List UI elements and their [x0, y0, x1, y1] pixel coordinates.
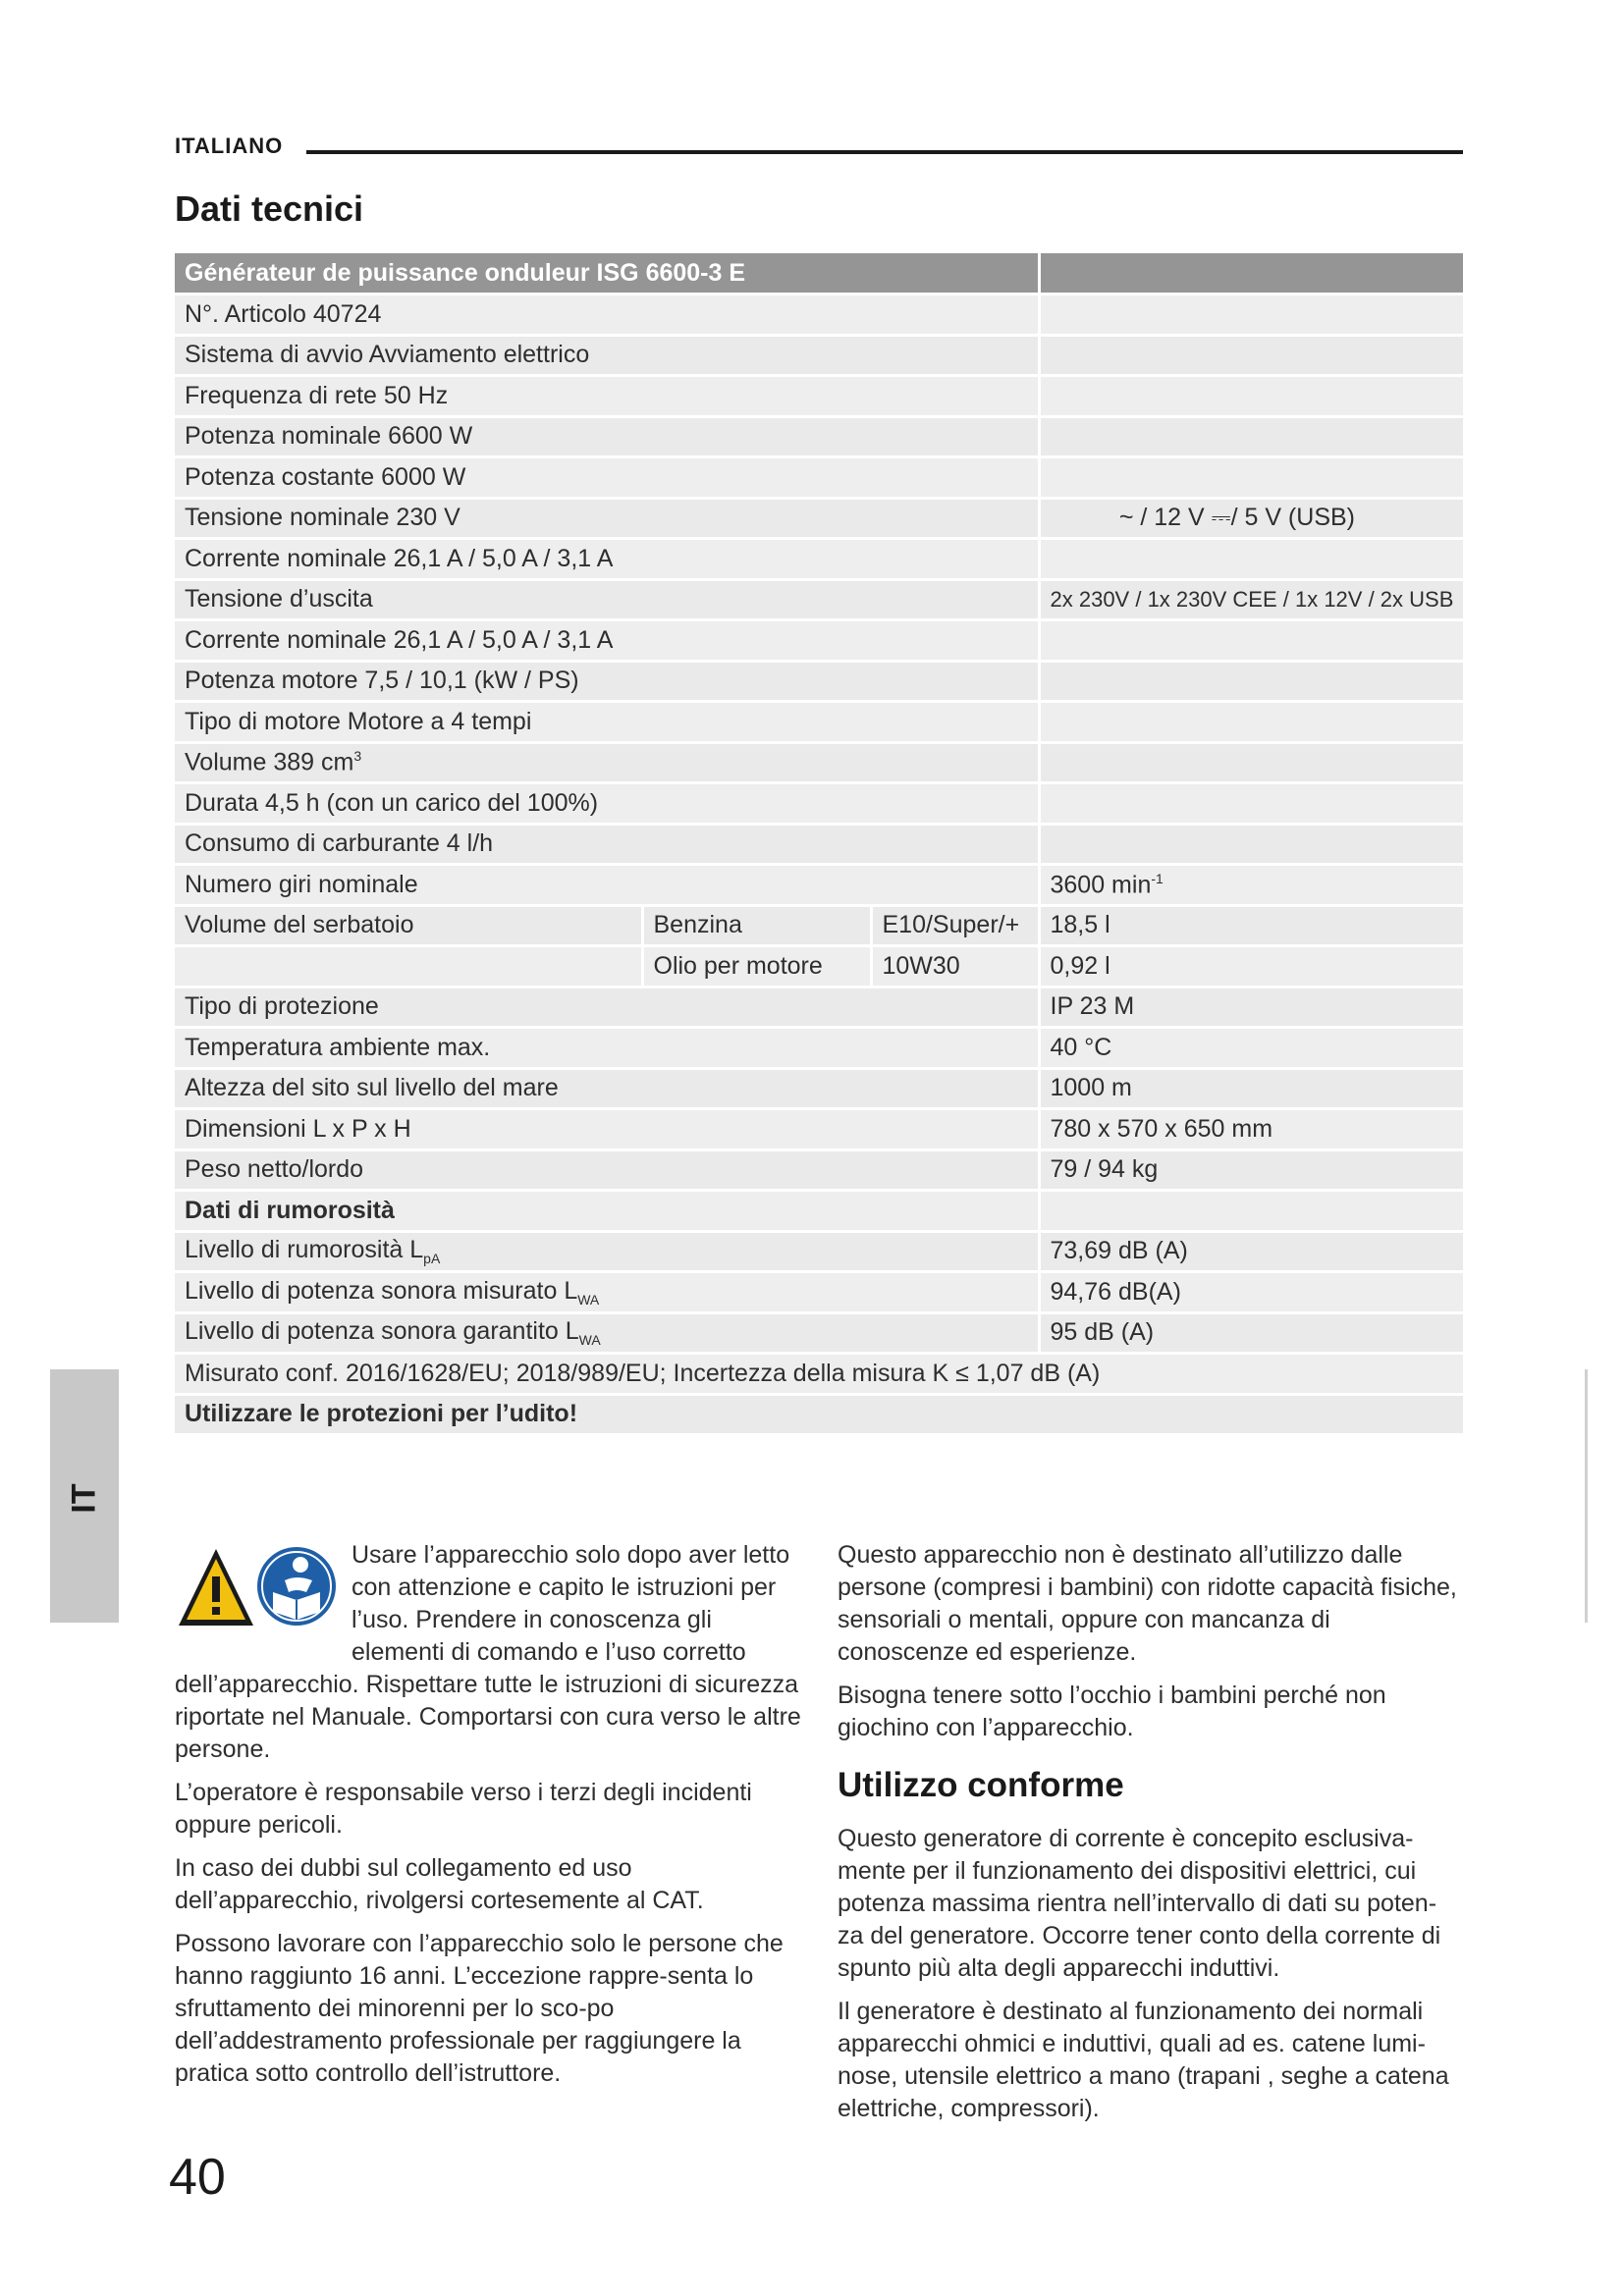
row-value — [1039, 824, 1463, 865]
row-label: Tipo di motore Motore a 4 tempi — [175, 702, 1039, 743]
rpm-value: 3600 min — [1050, 870, 1152, 898]
row-value: IP 23 M — [1039, 987, 1463, 1028]
oil-type: 10W30 — [871, 946, 1039, 988]
row-value — [1039, 335, 1463, 376]
left-paragraph-1: Usare l’apparecchio solo dopo aver letto con attenzione e capito le istruzioni per l’uso. Prendere in conoscenza gli elementi di comando e l’uso corretto dell’apparecchio. Rispettare tutte le istruzioni di sicurezza riportate nel Manuale. Comportarsi con cura verso le altre persone. — [175, 1541, 801, 1763]
row-label — [175, 742, 1039, 783]
language-side-tab — [50, 1369, 119, 1623]
table-row — [175, 702, 1463, 743]
row-value — [1039, 783, 1463, 825]
volume-superscript: 3 — [353, 748, 362, 765]
row-value: 94,76 dB(A) — [1039, 1272, 1463, 1313]
section-heading: Utilizzo conforme — [838, 1766, 1124, 1804]
row-label: N°. Articolo 40724 — [175, 294, 1039, 336]
row-value: 73,69 dB (A) — [1039, 1231, 1463, 1272]
noise-subscript: WA — [578, 1332, 601, 1349]
noise-label: Livello di potenza sonora garantito L — [185, 1317, 579, 1346]
noise-heading: Dati di rumorosità — [175, 1191, 1039, 1232]
row-value — [1039, 742, 1463, 783]
row-label: Consumo di carburante 4 l/h — [175, 824, 1039, 865]
right-paragraph-1: Questo apparecchio non è destinato all’utilizzo dalle persone (compresi i bambini) con ridotte capacità fisiche, sensoriali o mentali, oppure con mancanza di conoscenze ed esperienze. — [838, 1541, 1457, 1666]
table-row — [175, 1272, 1463, 1313]
row-label — [175, 1231, 1039, 1272]
row-value: 95 dB (A) — [1039, 1312, 1463, 1354]
left-paragraph-2: L’operatore è responsabile verso i terzi degli incidenti oppure pericoli. — [175, 1779, 752, 1839]
table-row — [175, 620, 1463, 662]
table-row — [175, 783, 1463, 825]
edge-mark — [1585, 1369, 1588, 1623]
table-row — [175, 579, 1463, 620]
row-value: 2x 230V / 1x 230V CEE / 1x 12V / 2x USB — [1039, 579, 1463, 620]
head-empty-cell — [1039, 253, 1463, 294]
table-row — [175, 865, 1463, 906]
row-label: Numero giri nominale — [175, 865, 1039, 906]
page-title: Dati tecnici — [175, 188, 364, 229]
warning-triangle-icon — [179, 1549, 253, 1626]
left-paragraph-4: Possono lavorare con l’apparecchio solo le persone che hanno raggiunto 16 anni. L’eccezione rappre-senta lo sfruttamento dei minorenni per lo sco-po dell’addestramento professionale per raggiungere la pratica sotto controllo dell’istruttore. — [175, 1930, 784, 2087]
table-row — [175, 1068, 1463, 1109]
product-name: Générateur de puissance onduleur ISG 6600-3 E — [175, 253, 1039, 294]
page-number: 40 — [169, 2149, 226, 2206]
table-row — [175, 498, 1463, 539]
language-label: ITALIANO — [175, 133, 284, 158]
table-row — [175, 376, 1463, 417]
noise-subscript: WA — [577, 1291, 600, 1308]
noise-head-row — [175, 1191, 1463, 1232]
right-paragraph-2: Bisogna tenere sotto l’occhio i bambini perché non giochino con l’apparecchio. — [838, 1682, 1386, 1741]
table-row — [175, 824, 1463, 865]
row-label: Temperatura ambiente max. — [175, 1028, 1039, 1069]
volume-label: Volume 389 cm — [185, 748, 354, 776]
row-value — [1039, 702, 1463, 743]
row-label: Durata 4,5 h (con un carico del 100%) — [175, 783, 1039, 825]
row-value: ~ / 12 V ⎓/ 5 V (USB) — [1039, 498, 1463, 539]
row-value — [1039, 457, 1463, 499]
row-value — [1039, 620, 1463, 662]
row-label: Frequenza di rete 50 Hz — [175, 376, 1039, 417]
warning-and-manual-icons — [175, 1541, 342, 1635]
table-row — [175, 457, 1463, 499]
row-value: 1000 m — [1039, 1068, 1463, 1109]
spec-table — [175, 253, 1463, 1436]
fuel-type: E10/Super/+ — [871, 905, 1039, 946]
fuel-value: 18,5 l — [1039, 905, 1463, 946]
table-row — [175, 1394, 1463, 1435]
row-label: Potenza motore 7,5 / 10,1 (kW / PS) — [175, 661, 1039, 702]
rpm-superscript: -1 — [1151, 870, 1164, 886]
spec-table-head — [175, 253, 1463, 294]
right-column — [838, 1539, 1462, 2136]
tank-label: Volume del serbatoio — [175, 905, 642, 946]
row-value — [1039, 376, 1463, 417]
table-row — [175, 946, 1463, 988]
table-row — [175, 294, 1463, 336]
table-row — [175, 1354, 1463, 1395]
side-tab-label: IT — [65, 1483, 103, 1514]
table-row — [175, 335, 1463, 376]
noise-subscript: pA — [423, 1251, 441, 1267]
measurement-note: Misurato conf. 2016/1628/EU; 2018/989/EU; Incertezza della misura K ≤ 1,07 dB (A) — [175, 1354, 1463, 1395]
row-value — [1039, 661, 1463, 702]
right-paragraph-3: Questo generatore di corrente è concepito esclusiva-mente per il funzionamento dei dispositivi elettrici, cui potenza massima rientra nell’intervallo di dati su poten-za del generatore. Occorre tener conto della corrente di spunto più alta degli apparecchi induttivi. — [838, 1825, 1441, 1982]
row-label: Peso netto/lordo — [175, 1149, 1039, 1191]
row-value — [1039, 865, 1463, 906]
row-value — [1039, 294, 1463, 336]
page-header — [175, 133, 1463, 161]
noise-label: Livello di rumorosità L — [185, 1236, 424, 1264]
row-label: Sistema di avvio Avviamento elettrico — [175, 335, 1039, 376]
row-label: Tipo di protezione — [175, 987, 1039, 1028]
row-label: Tensione d’uscita — [175, 579, 1039, 620]
row-label: Altezza del sito sul livello del mare — [175, 1068, 1039, 1109]
fuel-name: Benzina — [642, 905, 871, 946]
row-value — [1039, 416, 1463, 457]
table-row — [175, 905, 1463, 946]
oil-value: 0,92 l — [1039, 946, 1463, 988]
row-label — [175, 1272, 1039, 1313]
table-row — [175, 1231, 1463, 1272]
tank-label-empty — [175, 946, 642, 988]
safety-icons — [175, 1541, 342, 1639]
hearing-protection-warning: Utilizzare le protezioni per l’udito! — [175, 1394, 1463, 1435]
table-row — [175, 1312, 1463, 1354]
row-value: 780 x 570 x 650 mm — [1039, 1109, 1463, 1150]
row-label: Dimensioni L x P x H — [175, 1109, 1039, 1150]
row-value: 40 °C — [1039, 1028, 1463, 1069]
row-label: Potenza nominale 6600 W — [175, 416, 1039, 457]
table-row — [175, 987, 1463, 1028]
table-row — [175, 1028, 1463, 1069]
table-row — [175, 1149, 1463, 1191]
left-column — [175, 1539, 803, 2101]
left-paragraph-3: In caso dei dubbi sul collegamento ed uso dell’apparecchio, rivolgersi cortesemente al CAT. — [175, 1854, 704, 1914]
row-label: Corrente nominale 26,1 A / 5,0 A / 3,1 A — [175, 620, 1039, 662]
row-label: Tensione nominale 230 V — [175, 498, 1039, 539]
row-label: Potenza costante 6000 W — [175, 457, 1039, 499]
right-paragraph-4: Il generatore è destinato al funzionamento dei normali apparecchi ohmici e induttivi, quali ad es. catene lumi-nose, utensile elettrico a mano (trapani , seghe a catena elettriche, compressori). — [838, 1998, 1449, 2122]
table-row — [175, 416, 1463, 457]
row-label — [175, 1312, 1039, 1354]
row-label: Corrente nominale 26,1 A / 5,0 A / 3,1 A — [175, 539, 1039, 580]
read-manual-icon — [257, 1547, 336, 1626]
oil-name: Olio per motore — [642, 946, 871, 988]
row-value — [1039, 539, 1463, 580]
table-row — [175, 661, 1463, 702]
noise-label: Livello di potenza sonora misurato L — [185, 1276, 578, 1305]
row-value: 79 / 94 kg — [1039, 1149, 1463, 1191]
table-row — [175, 539, 1463, 580]
header-rule — [306, 150, 1463, 154]
noise-head-empty — [1039, 1191, 1463, 1232]
table-row — [175, 742, 1463, 783]
table-row — [175, 1109, 1463, 1150]
